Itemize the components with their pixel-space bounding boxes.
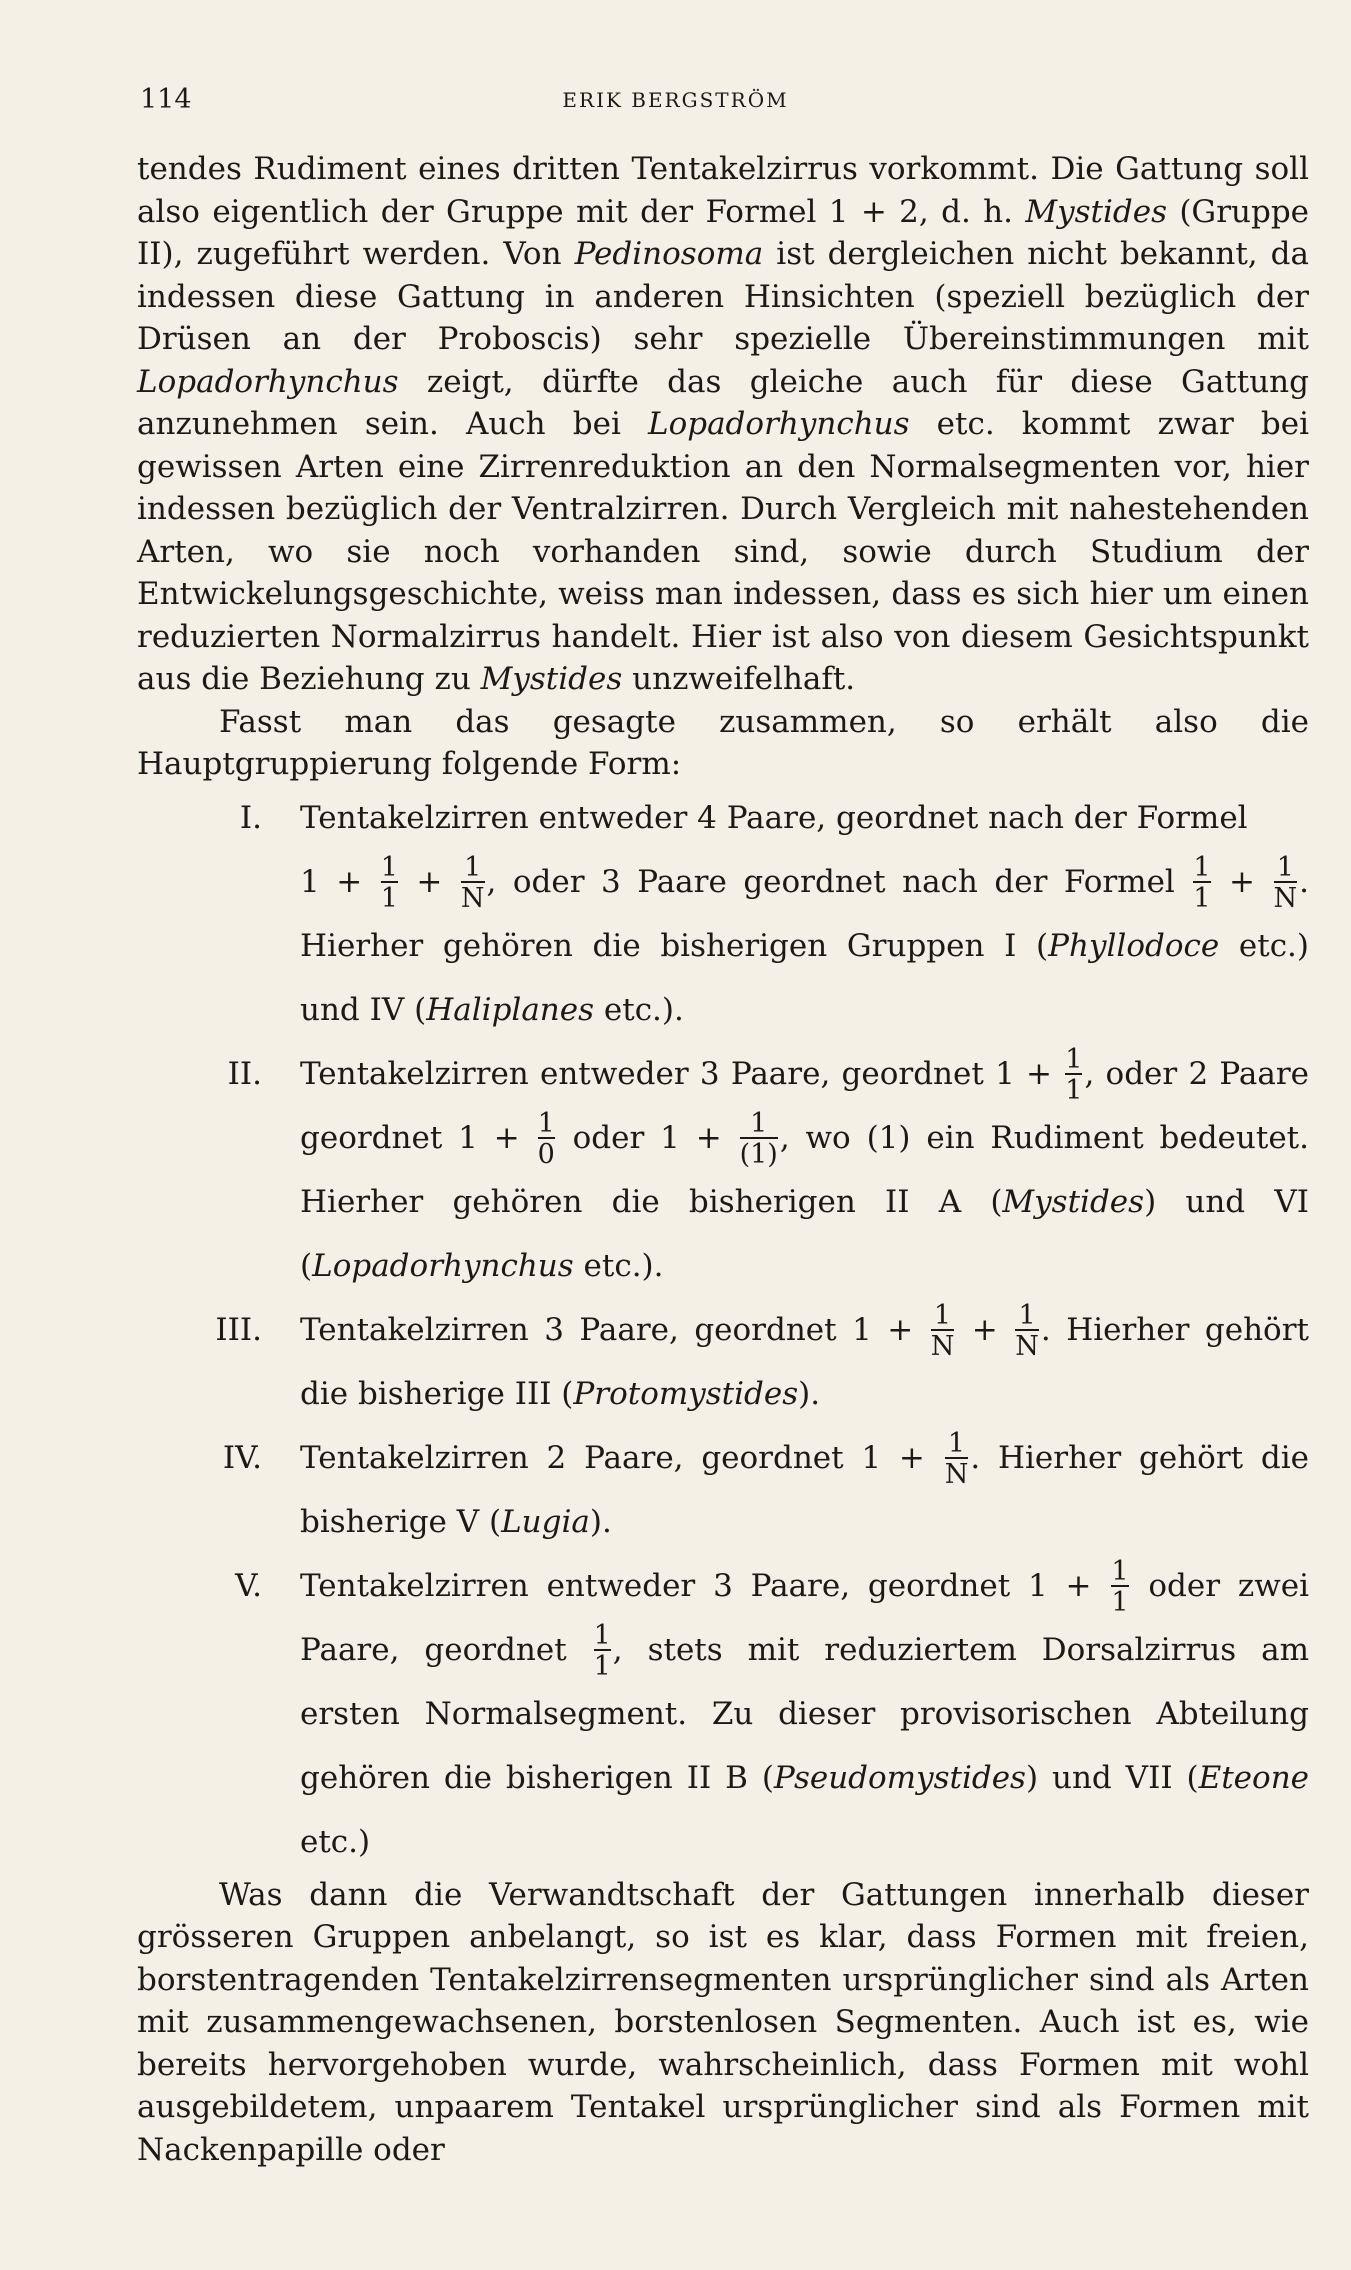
text-run: . Hierher gehören die bisherigen Gruppen I ( xyxy=(300,863,1309,964)
group-text xyxy=(300,786,1309,1042)
group-item-5 xyxy=(137,1554,1309,1874)
group-number: IV. xyxy=(222,1439,262,1476)
text-run: + xyxy=(1229,863,1256,900)
paragraph-1 xyxy=(137,148,1309,701)
text-run: , oder 3 Paare geordnet nach der Formel xyxy=(486,863,1175,900)
fraction-denominator: N xyxy=(1273,883,1298,914)
taxon-name: Lopadorhynchus xyxy=(312,1247,574,1284)
formula-fraction xyxy=(740,1110,778,1168)
taxon-name: Lopadorhynchus xyxy=(647,406,910,442)
text-run: etc.). xyxy=(573,1247,664,1284)
taxon-name: Lopadorhynchus xyxy=(137,363,399,400)
taxon-name: Phyllodoce xyxy=(1048,927,1220,964)
text-run: Tentakelzirren 2 Paare, geordnet 1 + xyxy=(300,1439,925,1476)
group-item-4 xyxy=(137,1426,1309,1554)
formula-fraction xyxy=(1193,854,1210,912)
formula-fraction xyxy=(931,1302,955,1360)
fraction-denominator: 0 xyxy=(537,1139,555,1170)
paragraph-2: Fasst man das gesagte zusammen, so erhält also die Hauptgruppierung folgende Form: xyxy=(137,703,1309,782)
body-text xyxy=(137,148,1309,2171)
formula-fraction xyxy=(945,1430,969,1488)
fraction-numerator: 1 xyxy=(1193,852,1211,883)
text-run: + xyxy=(416,863,443,900)
text-run: ist dergleichen nicht bekannt, da indessen diese Gattung in anderen Hinsichten (speziell bezüglich der Drüsen an der Proboscis) sehr spezielle Übereinstimmungen mit xyxy=(137,236,1310,357)
text-run: etc. kommt zwar bei gewissen Arten eine Zirrenreduktion an den Normalsegmenten vor, hier indessen bezüglich der Ventralzirren. Durch Vergleich mit nahestehenden Arten, wo sie noch vorhanden sind, sowie durch Studium der Entwickelungsgeschichte, weiss man indessen, dass es sich hier um einen reduzierten Normalzirrus handelt. Hier ist also von diesem Gesichtspunkt aus die Beziehung zu xyxy=(137,406,1310,697)
taxon-name: Mystides xyxy=(480,661,623,697)
group-text xyxy=(300,1042,1309,1298)
fraction-numerator: 1 xyxy=(1018,1300,1036,1331)
group-item-2 xyxy=(137,1042,1309,1298)
fraction-numerator: 1 xyxy=(1065,1044,1083,1075)
text-run: oder 1 + xyxy=(572,1119,722,1156)
text-run: , wo (1) ein Rudiment bedeutet. Hierher gehören die bisherigen II A ( xyxy=(300,1119,1309,1220)
group-number: II. xyxy=(227,1055,262,1092)
fraction-numerator: 1 xyxy=(593,1620,611,1651)
text-run: zeigt, dürfte das gleiche auch für diese Gattung anzunehmen sein. Auch bei xyxy=(137,363,1309,442)
group-item-1 xyxy=(137,786,1309,1042)
fraction-denominator: 1 xyxy=(380,883,398,914)
fraction-numerator: 1 xyxy=(464,852,482,883)
formula-fraction xyxy=(1111,1558,1128,1616)
text-run: Tentakelzirren entweder 4 Paare, geordnet nach der Formel xyxy=(300,799,1248,836)
text-run: , stets mit reduziertem Dorsalzirrus am ersten Normalsegment. Zu dieser provisorischen Abteilung gehören die bisherigen II B ( xyxy=(300,1631,1309,1796)
fraction-denominator: N xyxy=(944,1459,969,1490)
taxon-name: Mystides xyxy=(1002,1183,1145,1220)
text-run: . Hierher gehört die bisherige V ( xyxy=(300,1439,1309,1540)
text-run: etc.) xyxy=(300,1823,371,1860)
text-run: , oder 2 Paare geordnet 1 + xyxy=(300,1055,1310,1156)
fraction-numerator: 1 xyxy=(537,1108,555,1139)
taxon-name: Eteone xyxy=(1198,1759,1310,1796)
fraction-numerator: 1 xyxy=(750,1108,768,1139)
group-number: V. xyxy=(235,1567,262,1604)
taxon-name: Pseudomystides xyxy=(773,1759,1026,1796)
fraction-denominator: 1 xyxy=(593,1651,611,1682)
fraction-denominator: 1 xyxy=(1111,1587,1129,1618)
fraction-numerator: 1 xyxy=(380,852,398,883)
fraction-numerator: 1 xyxy=(1276,852,1294,883)
formula-fraction xyxy=(1274,854,1298,912)
text-run: ) und VII ( xyxy=(1025,1759,1199,1796)
text-run: 1 + xyxy=(300,863,363,900)
text-run: Tentakelzirren entweder 3 Paare, geordnet 1 + xyxy=(300,1055,1053,1092)
fraction-denominator: N xyxy=(1015,1331,1039,1362)
formula-fraction xyxy=(1015,1302,1039,1360)
fraction-numerator: 1 xyxy=(933,1300,952,1331)
fraction-denominator: (1) xyxy=(739,1139,778,1170)
page-header xyxy=(140,84,1211,124)
fraction-denominator: 1 xyxy=(1065,1075,1083,1106)
text-run: etc.) und IV ( xyxy=(300,927,1309,1028)
fraction-denominator: N xyxy=(930,1331,955,1362)
group-number: I. xyxy=(239,799,262,836)
group-text xyxy=(300,1426,1309,1554)
group-text xyxy=(300,1554,1309,1874)
text-run: (Gruppe II), zugeführt werden. Von xyxy=(137,193,1310,272)
group-text xyxy=(300,1298,1309,1426)
text-run: ). xyxy=(798,1375,821,1412)
fraction-denominator: N xyxy=(460,883,485,914)
text-run: tendes Rudiment eines dritten Tentakelzirrus vorkommt. Die Gattung soll also eigentlich der Gruppe mit der Formel 1 + 2, d. h. xyxy=(137,151,1309,230)
text-run: Tentakelzirren entweder 3 Paare, geordnet 1 + xyxy=(300,1567,1092,1604)
formula-fraction xyxy=(538,1110,555,1168)
formula-fraction xyxy=(1065,1046,1082,1104)
taxon-name: Mystides xyxy=(1025,193,1167,230)
text-run: ) und VI ( xyxy=(300,1183,1309,1284)
formula-fraction xyxy=(461,854,485,912)
fraction-numerator: 1 xyxy=(1111,1556,1129,1587)
fraction-numerator: 1 xyxy=(947,1428,966,1459)
text-run: unzweifelhaft. xyxy=(622,661,856,697)
fraction-denominator: 1 xyxy=(1193,883,1211,914)
taxon-name: Pedinosoma xyxy=(574,236,764,272)
text-run: Tentakelzirren 3 Paare, geordnet 1 + xyxy=(300,1311,914,1348)
text-run: + xyxy=(971,1311,998,1348)
paragraph-3: Was dann die Verwandtschaft der Gattungen innerhalb dieser grösseren Gruppen anbelangt, so ist es klar, dass Formen mit freien, borstentragenden Tentakelzirrensegmenten ursprünglicher sind als Arten mit zusammengewachsenen, borstenlosen Segmenten. Auch ist es, wie bereits hervorgehoben wurde, wahrscheinlich, dass Formen mit wohl ausgebildetem, unpaarem Tentakel ursprünglicher sind als Formen mit Nackenpapille oder xyxy=(137,1876,1309,2168)
page-number: 114 xyxy=(140,84,192,115)
running-head: ERIK BERGSTRÖM xyxy=(562,88,789,112)
text-run: etc.). xyxy=(594,991,684,1028)
taxon-name: Protomystides xyxy=(573,1375,799,1412)
taxon-name: Haliplanes xyxy=(426,991,595,1028)
group-number: III. xyxy=(215,1311,262,1348)
group-item-3 xyxy=(137,1298,1309,1426)
text-run: . Hierher gehört die bisherige III ( xyxy=(300,1311,1309,1412)
text-run: ). xyxy=(589,1503,612,1540)
taxon-name: Lugia xyxy=(501,1503,590,1540)
text-run: oder zwei Paare, geordnet xyxy=(300,1567,1309,1668)
formula-fraction xyxy=(594,1622,611,1680)
formula-fraction xyxy=(381,854,398,912)
